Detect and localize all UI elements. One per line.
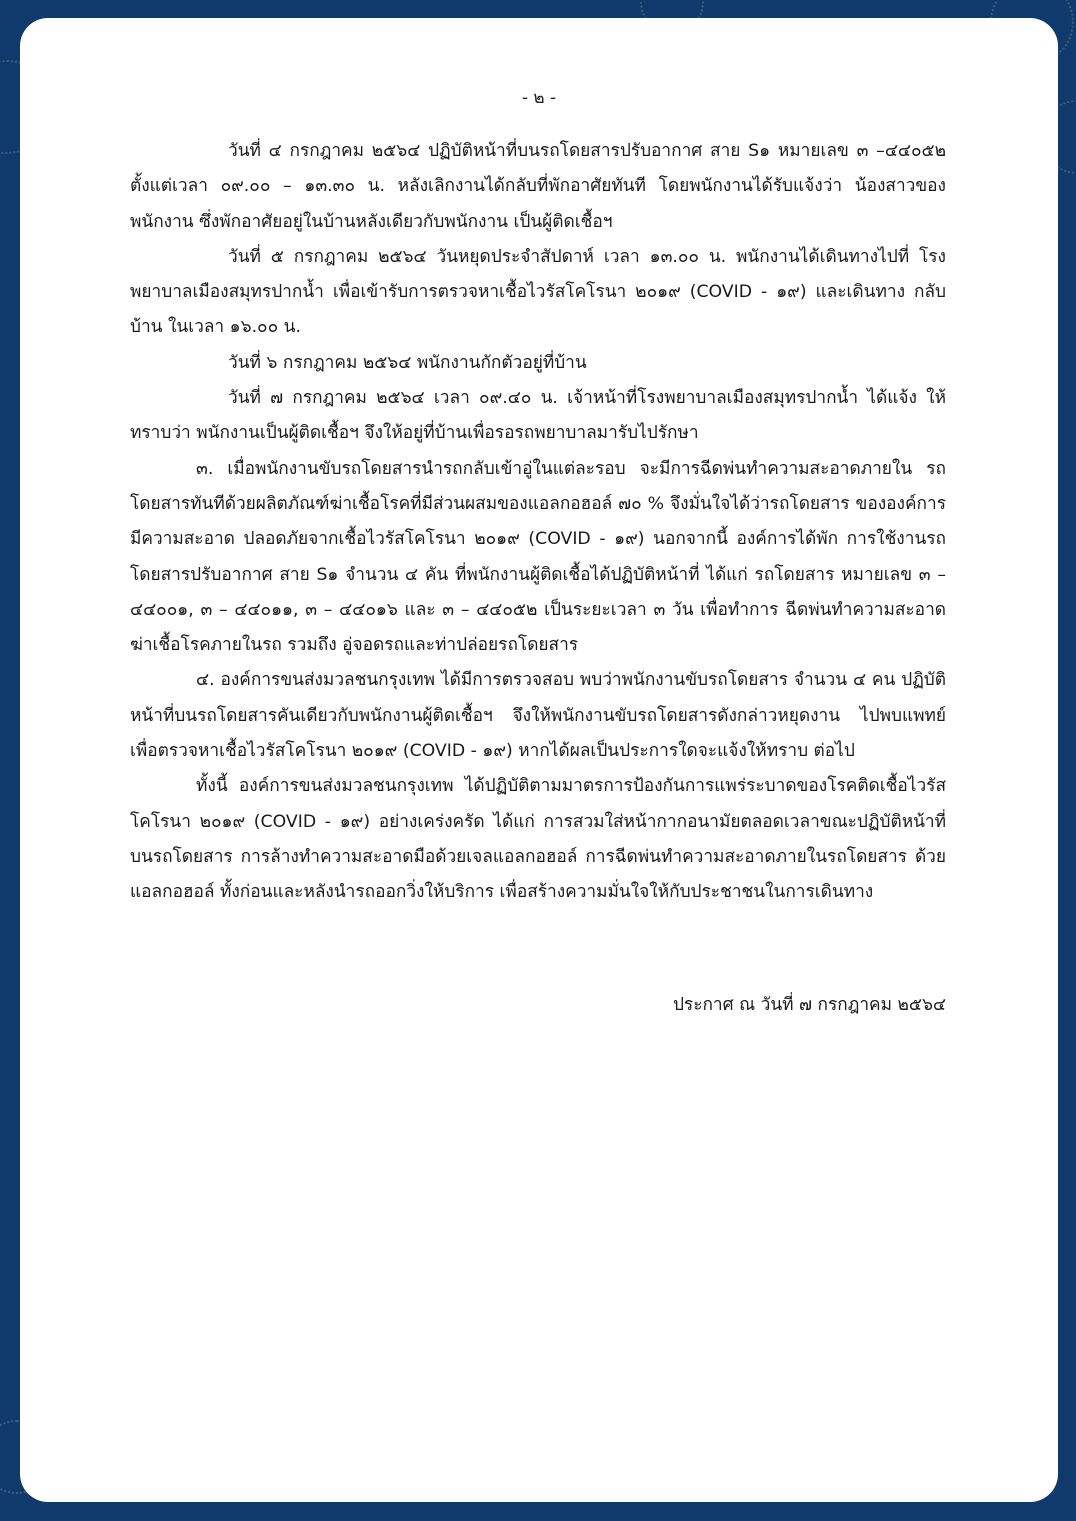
paragraph-july-5: วันที่ ๕ กรกฎาคม ๒๕๖๔ วันหยุดประจำสัปดาห์ เวลา ๑๓.๐๐ น. พนักงานได้เดินทางไปที่ โรงพยาบาลเมืองสมุทรปากน้ำ เพื่อเข้ารับการตรวจหาเชื้อไวรัสโคโรนา ๒๐๑๙ (COVID - ๑๙) และเดินทาง กลับบ้าน ในเวลา ๑๖.๐๐ น.	[130, 246, 946, 338]
announcement-date: ประกาศ ณ วันที่ ๗ กรกฎาคม ๒๕๖๔	[672, 995, 946, 1015]
paragraph-july-7: วันที่ ๗ กรกฎาคม ๒๕๖๔ เวลา ๐๙.๔๐ น. เจ้าหน้าที่โรงพยาบาลเมืองสมุทรปากน้ำ ได้แจ้ง ให้ทราบว่า พนักงานเป็นผู้ติดเชื้อฯ จึงให้อยู่ที่บ้านเพื่อรอรถพยาบาลมารับไปรักษา	[130, 388, 946, 444]
paragraph-july-6: วันที่ ๖ กรกฎาคม ๒๕๖๔ พนักงานกักตัวอยู่ที่บ้าน	[228, 352, 587, 373]
paragraph-july-4: วันที่ ๔ กรกฎาคม ๒๕๖๔ ปฏิบัติหน้าที่บนรถโดยสารปรับอากาศ สาย S๑ หมายเลข ๓ –๔๔๐๕๒ ตั้งแต่เวลา ๐๙.๐๐ – ๑๓.๓๐ น. หลังเลิกงานได้กลับที่พักอาศัยทันที โดยพนักงานได้รับแจ้งว่า น้องสาวของพนักงาน ซึ่งพักอาศัยอยู่ในบ้านหลังเดียวกับพนักงาน เป็นผู้ติดเชื้อฯ	[130, 141, 946, 232]
page-number: - ๒ -	[521, 88, 557, 108]
paragraph-item-3: ๓. เมื่อพนักงานขับรถโดยสารนำรถกลับเข้าอู่ในแต่ละรอบ จะมีการฉีดพ่นทำความสะอาดภายใน รถโดยสารทันทีด้วยผลิตภัณฑ์ฆ่าเชื้อโรคที่มีส่วนผสมของแอลกอฮอล์ ๗๐ % จึงมั่นใจได้ว่ารถโดยสาร ขององค์การมีความสะอาด ปลอดภัยจากเชื้อไวรัสโคโรนา ๒๐๑๙ (COVID - ๑๙) นอกจากนี้ องค์การได้พัก การใช้งานรถโดยสารปรับอากาศ สาย S๑ จำนวน ๔ คัน ที่พนักงานผู้ติดเชื้อได้ปฏิบัติหน้าที่ ได้แก่ รถโดยสาร หมายเลข ๓ – ๔๔๐๐๑, ๓ – ๔๔๐๑๑, ๓ – ๔๔๐๑๖ และ ๓ – ๔๔๐๕๒ เป็นระยะเวลา ๓ วัน เพื่อทำการ ฉีดพ่นทำความสะอาดฆ่าเชื้อโรคภายในรถ รวมถึง อู่จอดรถและท่าปล่อยรถโดยสาร	[130, 458, 946, 656]
document-body	[130, 134, 946, 911]
paragraph-measures: ทั้งนี้ องค์การขนส่งมวลชนกรุงเทพ ได้ปฏิบัติตามมาตรการป้องกันการแพร่ระบาดของโรคติดเชื้อไวรัส โคโรนา ๒๐๑๙ (COVID - ๑๙) อย่างเคร่งครัด ได้แก่ การสวมใส่หน้ากากอนามัยตลอดเวลาขณะปฏิบัติหน้าที่ บนรถโดยสาร การล้างทำความสะอาดมือด้วยเจลแอลกอฮอล์ การฉีดพ่นทำความสะอาดภายในรถโดยสาร ด้วยแอลกอฮอล์ ทั้งก่อนและหลังนำรถออกวิ่งให้บริการ เพื่อสร้างความมั่นใจให้กับประชาชนในการเดินทาง	[130, 776, 946, 903]
document-page	[20, 18, 1058, 1502]
paragraph-item-4: ๔. องค์การขนส่งมวลชนกรุงเทพ ได้มีการตรวจสอบ พบว่าพนักงานขับรถโดยสาร จำนวน ๔ คน ปฏิบัติหน้าที่บนรถโดยสารคันเดียวกับพนักงานผู้ติดเชื้อฯ จึงให้พนักงานขับรถโดยสารดังกล่าวหยุดงาน ไปพบแพทย์ เพื่อตรวจหาเชื้อไวรัสโคโรนา ๒๐๑๙ (COVID - ๑๙) หากได้ผลเป็นประการใดจะแจ้งให้ทราบ ต่อไป	[130, 670, 946, 762]
